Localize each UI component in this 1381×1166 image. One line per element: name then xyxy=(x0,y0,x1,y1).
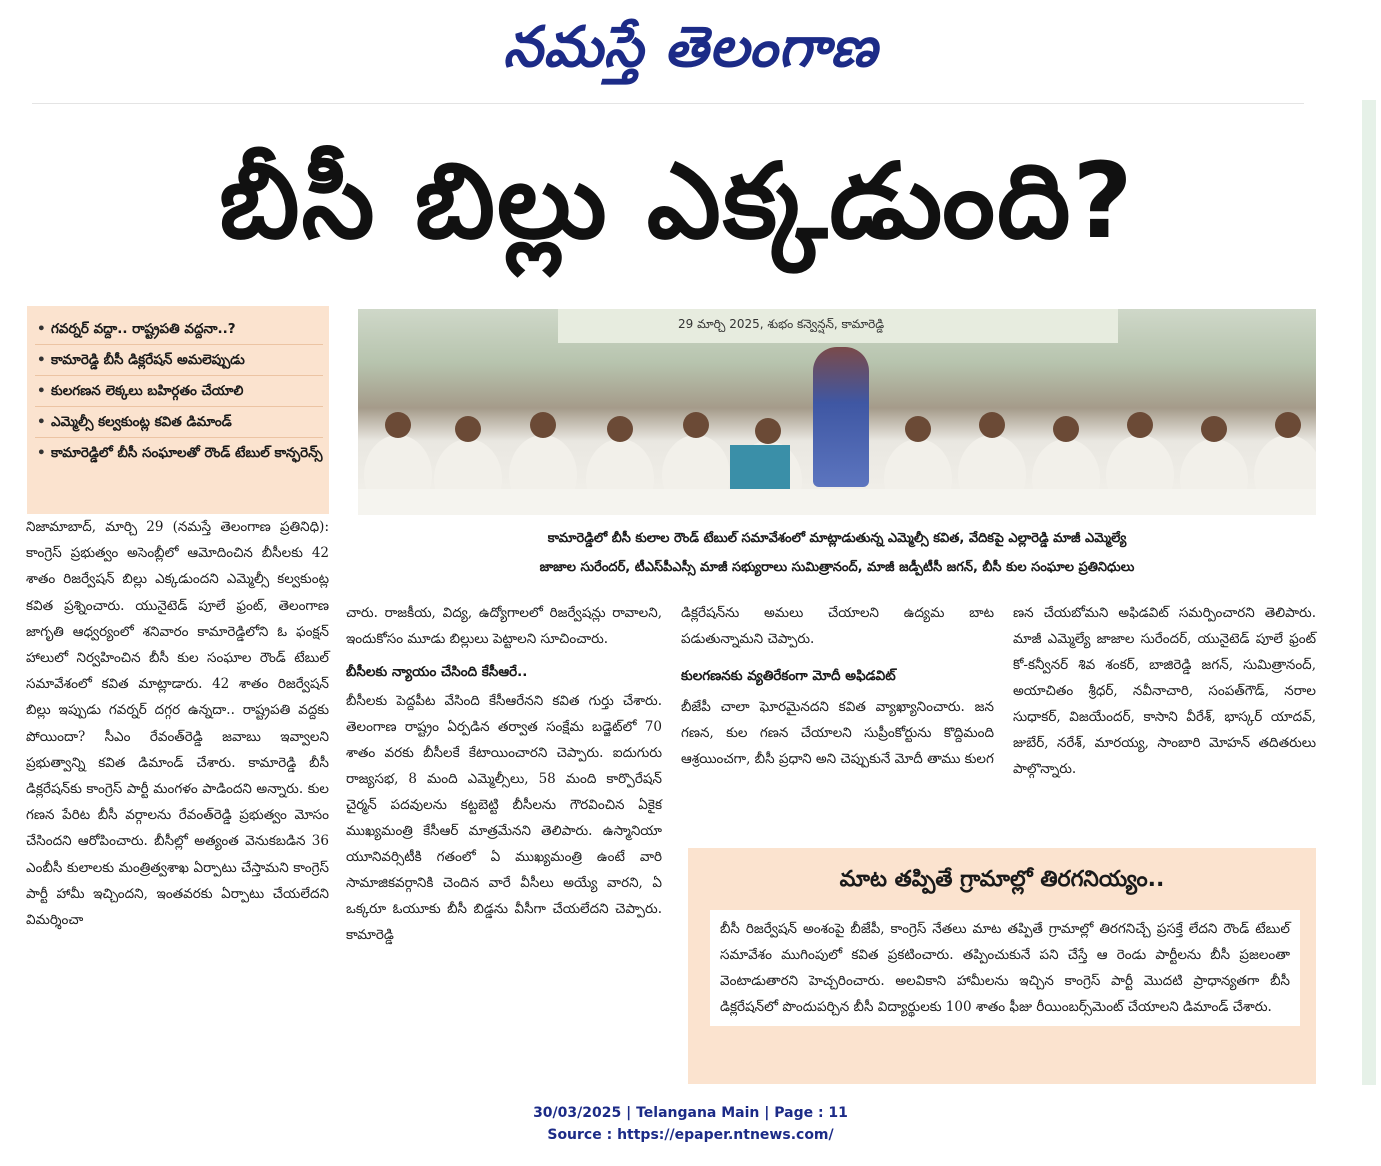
headline: బీసీ బిల్లు ఎక్కడుంది? xyxy=(219,140,1135,262)
article-column-1 xyxy=(26,514,329,933)
speaker-figure xyxy=(813,347,869,487)
article-paragraph: ణన చేయబోమని అఫిడవిట్ సమర్పించారని తెలిపారు. మాజీ ఎమ్మెల్యే జాజాల సురేందర్, యునైటెడ్ పూలే ఫ్రంట్ కో-కన్వీనర్ శివ శంకర్, బాజిరెడ్డి జగన్, సుమిత్రానంద్, అయాచితం శ్రీధర్, నవీనాచారి, సంపత్‌గౌడ్, నరాల సుధాకర్, విజయేందర్, కాసాని వీరేశ్, భాస్కర్ యాదవ్, జుబేర్, నరేశ్, మారయ్య, సాంబారి మోహన్ తదితరులు పాల్గొన్నారు. xyxy=(1013,605,1316,777)
highlight-item: • ఎమ్మెల్సీ కల్వకుంట్ల కవిత డిమాండ్ xyxy=(35,407,323,438)
footer-edition-info: 30/03/2025 | Telangana Main | Page : 11 xyxy=(533,1105,848,1121)
caption-line: జాజాల సురేందర్, టీఎస్‌పీఎస్సీ మాజీ సభ్యురాలు సుమిత్రానంద్, మాజీ జడ్పీటీసీ జగన్, బీసీ కుల సంఘాల ప్రతినిధులు xyxy=(539,560,1135,575)
stage-table xyxy=(358,489,1316,515)
news-photo xyxy=(358,309,1316,515)
highlights-box xyxy=(27,306,329,514)
article-paragraph: నిజామాబాద్, మార్చి 29 (నమస్తే తెలంగాణ ప్రతినిధి): కాంగ్రెస్ ప్రభుత్వం అసెంబ్లీలో ఆమోదించిన బీసీలకు 42 శాతం రిజర్వేషన్ బిల్లు ఎక్కడుందని ఎమ్మెల్సీ కల్వకుంట్ల కవిత ప్రశ్నించారు. యునైటెడ్ పూలే ఫ్రంట్, తెలంగాణ జాగృతి ఆధ్వర్యంలో శనివారం కామారెడ్డిలోని ఓ ఫంక్షన్ హాలులో నిర్వహించిన బీసీ కుల సంఘాల రౌండ్ టేబుల్ సమావేశంలో కవిత మాట్లాడారు. 42 శాతం రిజర్వేషన్ బిల్లు ఇప్పుడు గవర్నర్ దగ్గర ఉన్నదా.. రాష్ట్రపతి వద్దకు పోయిందా? సీఎం రేవంత్‌రెడ్డి జవాబు ఇవ్వాలని ప్రభుత్వాన్ని కవిత డిమాండ్ చేశారు. కామారెడ్డి బీసీ డిక్లరేషన్‌కు కాంగ్రెస్ పార్టీ మంగళం పాడిందని అన్నారు. కుల గణన పేరిట బీసీ వర్గాలను రేవంత్‌రెడ్డి ప్రభుత్వం మోసం చేసిందని ఆరోపించారు. బీసీల్లో అత్యంత వెనుకబడిన 36 ఎంబీసీ కులాలకు మంత్రిత్వశాఖ ఏర్పాటు చేస్తామని కాంగ్రెస్ పార్టీ హామీ ఇచ్చిందని, ఇంతవరకు ఏర్పాటు చేయలేదని విమర్శించా xyxy=(26,519,329,929)
article-column-2 xyxy=(346,600,662,948)
box-body: బీసీ రిజర్వేషన్ అంశంపై బీజేపీ, కాంగ్రెస్ నేతలు మాట తప్పితే గ్రామాల్లో తిరగనిచ్చే ప్రసక్తే లేదని రౌండ్ టేబుల్ సమావేశం ముగింపులో కవిత ప్రకటించారు. తప్పించుకునే పని చేస్తే ఆ రెండు పార్టీలను బీసీ ప్రజలంతా వెంటాడుతారని హెచ్చరించారు. అలవికాని హామీలను ఇచ్చిన కాంగ్రెస్ పార్టీ మొదటి ప్రాధాన్యతగా బీసీ డిక్లరేషన్‌లో పొందుపర్చిన బీసీ విద్యార్థులకు 100 శాతం ఫీజు రీయింబర్స్‌మెంట్ చేయాలని డిమాండ్ చేశారు. xyxy=(710,910,1300,1026)
sidebar-box xyxy=(688,848,1316,1084)
article-paragraph: చారు. రాజకీయ, విద్య, ఉద్యోగాలలో రిజర్వేషన్లు రావాలని, ఇందుకోసం మూడు బిల్లులు పెట్టాలని సూచించారు. xyxy=(346,605,662,647)
subheading: కులగణనకు వ్యతిరేకంగా మోదీ అఫిడవిట్ xyxy=(681,668,896,684)
page-edge-strip xyxy=(1362,100,1376,1085)
header-divider xyxy=(32,103,1304,104)
highlight-item: • కులగణన లెక్కలు బహిర్గతం చేయాలి xyxy=(35,376,323,407)
highlight-item: • గవర్నర్ వద్దా.. రాష్ట్రపతి వద్దనా..? xyxy=(35,314,323,345)
highlight-item: • కామారెడ్డి బీసీ డిక్లరేషన్ అమలెప్పుడు xyxy=(35,345,323,376)
highlight-item: • కామారెడ్డిలో బీసీ సంఘాలతో రౌండ్ టేబుల్ కాన్ఫరెన్స్ xyxy=(35,438,323,468)
article-column-4 xyxy=(1013,600,1316,782)
caption-line: కామారెడ్డిలో బీసీ కులాల రౌండ్ టేబుల్ సమావేశంలో మాట్లాడుతున్న ఎమ్మెల్సీ కవిత, వేదికపై ఎల్లారెడ్డి మాజీ ఎమ్మెల్యే xyxy=(547,531,1127,546)
footer-source-link[interactable]: Source : https://epaper.ntnews.com/ xyxy=(547,1127,834,1143)
photo-caption xyxy=(358,524,1316,582)
article-paragraph: డిక్లరేషన్‌ను అమలు చేయాలని ఉద్యమ బాట పడుతున్నామని చెప్పారు. xyxy=(681,605,994,647)
subheading: బీసీలకు న్యాయం చేసింది కేసీఆరే.. xyxy=(346,664,528,680)
article-paragraph: బీజేపీ చాలా ఘోరమైనదని కవిత వ్యాఖ్యానించారు. జన గణన, కుల గణన చేయాలని సుప్రీంకోర్టును కొద్దిమంది ఆశ్రయించగా, బీసీ ప్రధాని అని చెప్పుకునే మోదీ తాము కులగ xyxy=(681,699,994,767)
photo-banner-text: 29 మార్చి 2025, శుభం కన్వెన్షన్, కామారెడ్డి xyxy=(678,317,885,331)
article-column-3 xyxy=(681,600,994,772)
article-paragraph: బీసీలకు పెద్దపీట వేసింది కేసీఆరేనని కవిత గుర్తు చేశారు. తెలంగాణ రాష్ట్రం ఏర్పడిన తర్వాత సంక్షేమ బడ్జెట్‌లో 70 శాతం వరకు బీసీలకే కేటాయించారని చెప్పారు. ఐదుగురు రాజ్యసభ, 8 మంది ఎమ్మెల్సీలు, 58 మంది కార్పొరేషన్ చైర్మన్ పదవులను కట్టబెట్టి బీసీలను గౌరవించిన ఏకైక ముఖ్యమంత్రి కేసీఆర్ మాత్రమేనని తెలిపారు. ఉస్మానియా యూనివర్సిటీకి గతంలో ఏ ముఖ్యమంత్రి ఉంటే వారి సామాజికవర్గానికి చెందిన వారే వీసీలు అయ్యే వారని, ఏ ఒక్కరూ ఓయూకు బీసీ బిడ్డను వీసీగా చేయలేదని చెప్పారు. కామారెడ్డి xyxy=(346,693,662,943)
box-title: మాట తప్పితే గ్రామాల్లో తిరగనియ్యం.. xyxy=(839,867,1165,892)
page-footer xyxy=(0,1102,1381,1146)
masthead-logo: నమస్తే తెలంగాణ xyxy=(503,15,878,80)
